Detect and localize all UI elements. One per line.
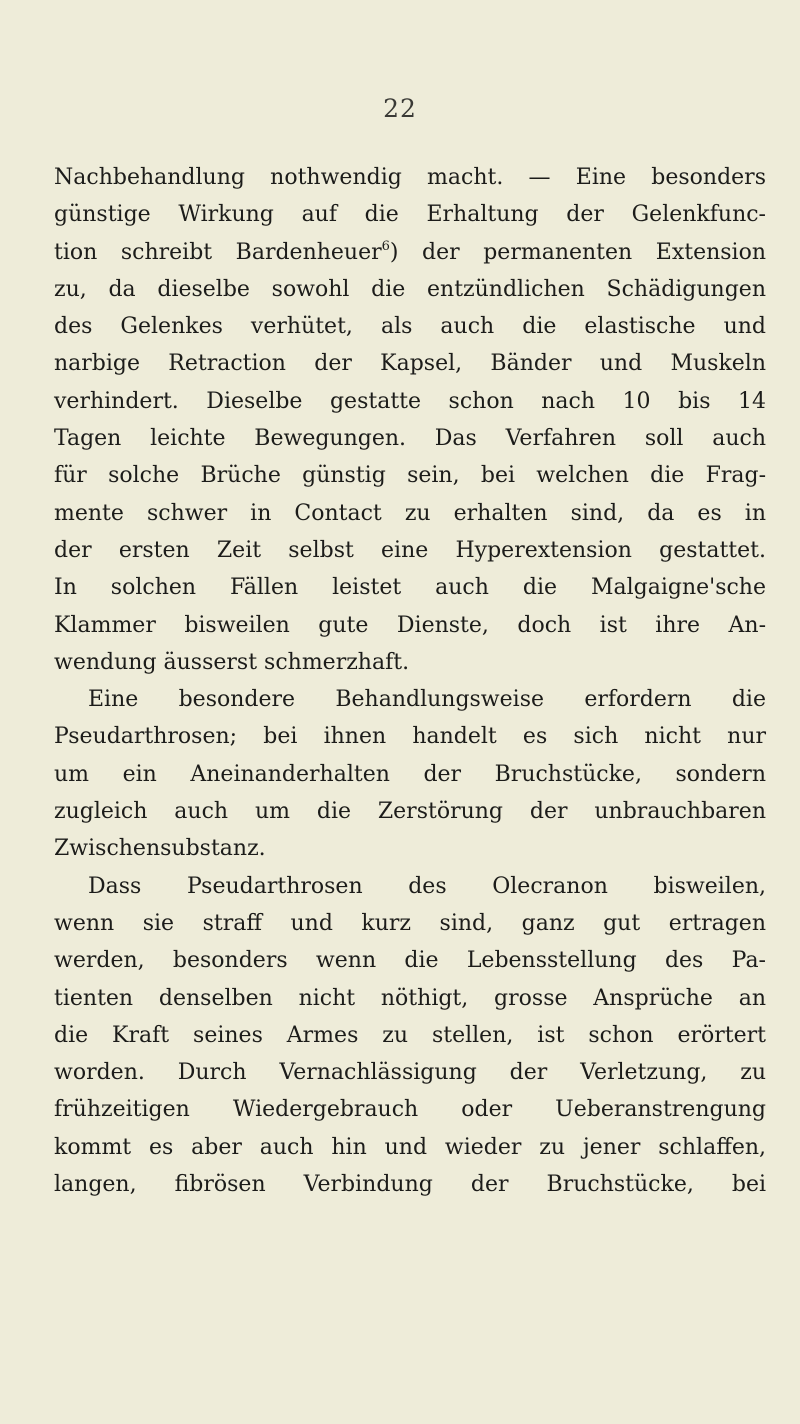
text-line: frühzeitigen Wiedergebrauch oder Ueberanstrengung xyxy=(54,1097,766,1123)
text-line: In solchen Fällen leistet auch die Malgaigne'sche xyxy=(54,575,766,601)
text-line: worden. Durch Vernachlässigung der Verletzung, zu xyxy=(54,1060,766,1086)
paragraph-start-line: Dass Pseudarthrosen des Olecranon bisweilen, xyxy=(88,873,766,899)
footnote-reference: 6 xyxy=(381,238,390,254)
text-line: zu, da dieselbe sowohl die entzündlichen Schädigungen xyxy=(54,276,766,302)
text-line: der ersten Zeit selbst eine Hyperextension gestattet. xyxy=(54,537,766,563)
paragraph-start-line: Eine besondere Behandlungsweise erfordern die xyxy=(88,687,766,713)
text-line: mente schwer in Contact zu erhalten sind, da es in xyxy=(54,500,766,526)
text-line: Zwischensubstanz. xyxy=(54,836,266,862)
text-line: wenn sie straff und kurz sind, ganz gut ertragen xyxy=(54,910,766,936)
page-number: 22 xyxy=(383,94,417,123)
text-line: um ein Aneinanderhalten der Bruchstücke, sondern xyxy=(54,761,766,787)
text-line: wendung äusserst schmerzhaft. xyxy=(54,649,410,675)
author-name: tion schreibt Bardenheuer xyxy=(54,239,382,265)
text-line: narbige Retraction der Kapsel, Bänder und Muskeln xyxy=(54,351,766,377)
text-line: Klammer bisweilen gute Dienste, doch ist ihre An- xyxy=(54,612,766,638)
text-line: Nachbehandlung nothwendig macht. — Eine besonders xyxy=(54,165,766,190)
text-line: zugleich auch um die Zerstörung der unbrauchbaren xyxy=(54,799,766,825)
body-text xyxy=(54,159,766,1203)
text-line xyxy=(54,234,766,271)
text-line: Tagen leichte Bewegungen. Das Verfahren soll auch xyxy=(54,426,766,452)
text-line: die Kraft seines Armes zu stellen, ist schon erörtert xyxy=(54,1022,766,1048)
text-line: Pseudarthrosen; bei ihnen handelt es sich nicht nur xyxy=(54,724,766,750)
text-line-continuation: ) der permanenten Extension xyxy=(389,239,766,265)
text-line: für solche Brüche günstig sein, bei welchen die Frag- xyxy=(54,463,766,489)
text-line: werden, besonders wenn die Lebensstellung des Pa- xyxy=(54,948,766,974)
text-line: verhindert. Dieselbe gestatte schon nach 10 bis 14 xyxy=(54,388,766,414)
text-line: tienten denselben nicht nöthigt, grosse Ansprüche an xyxy=(54,985,766,1011)
text-line: des Gelenkes verhütet, als auch die elastische und xyxy=(54,314,766,340)
text-line: kommt es aber auch hin und wieder zu jener schlaffen, xyxy=(54,1134,766,1160)
text-line: langen, fibrösen Verbindung der Bruchstücke, bei xyxy=(54,1172,766,1198)
text-line: günstige Wirkung auf die Erhaltung der Gelenkfunc- xyxy=(54,202,766,228)
